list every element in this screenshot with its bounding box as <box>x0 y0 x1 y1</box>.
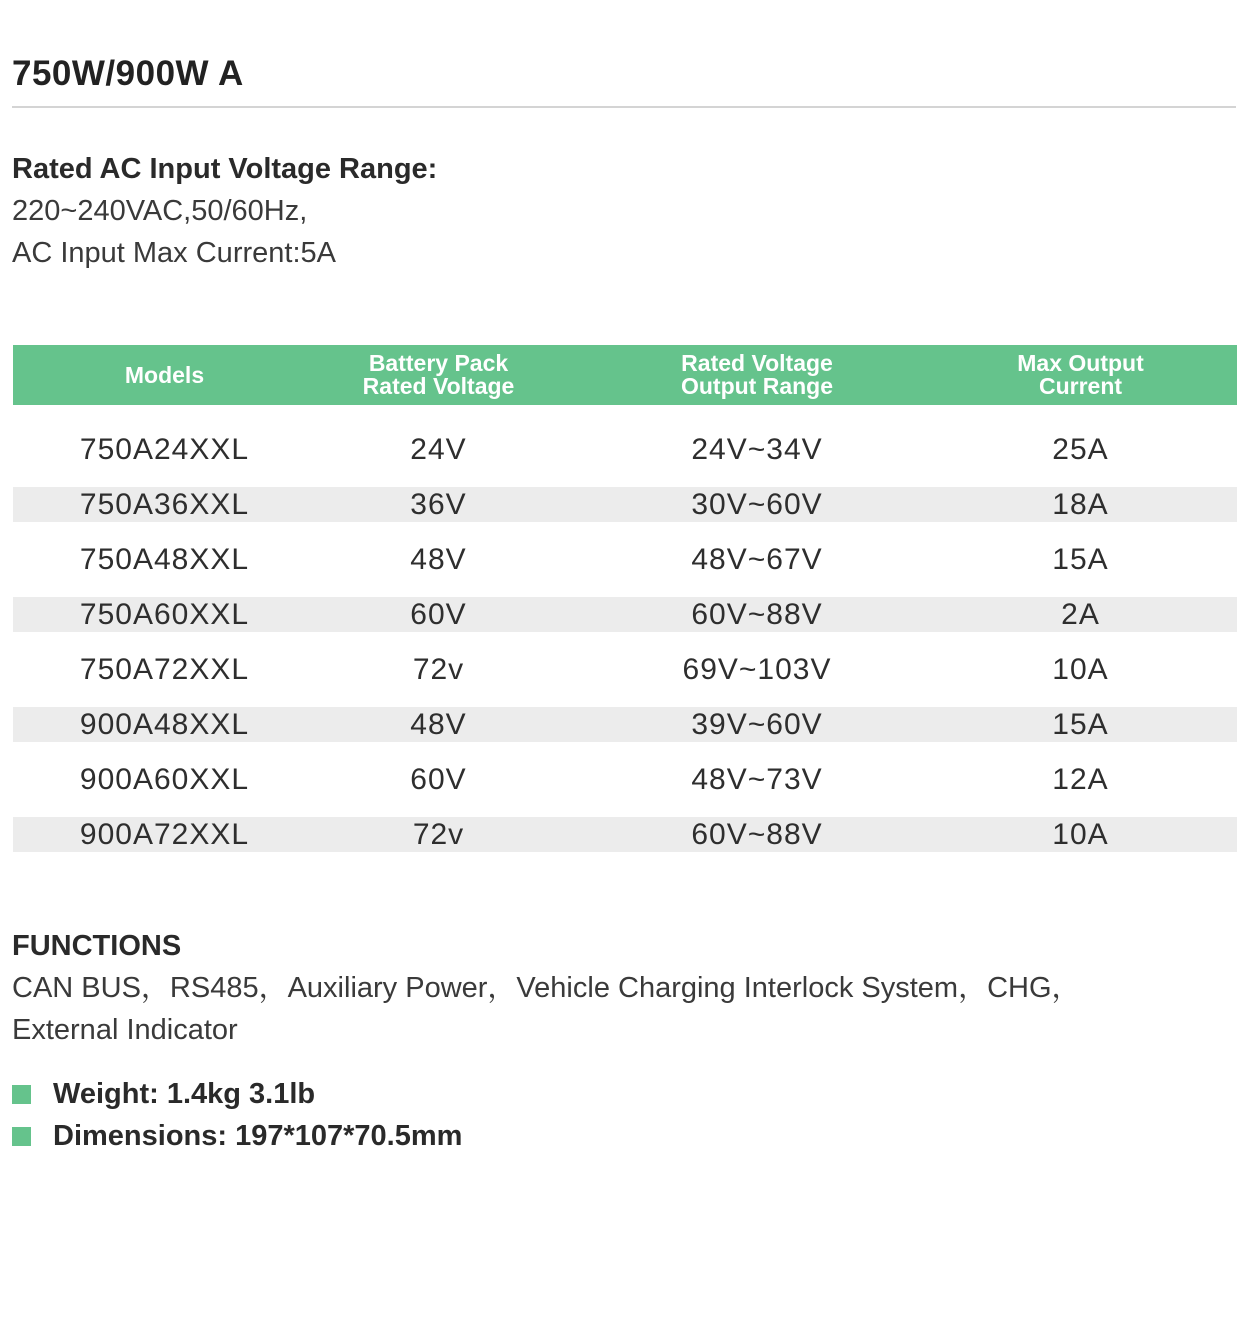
table-row <box>13 707 1237 742</box>
cell-battery-voltage: 60V <box>410 597 467 631</box>
feature-weight <box>12 1073 462 1115</box>
cell-model: 750A36XXL <box>79 487 250 521</box>
cell-model: 900A72XXL <box>79 817 250 851</box>
cell-battery-voltage: 72v <box>412 817 465 851</box>
cell-max-current: 2A <box>1061 597 1100 631</box>
cell-max-current: 15A <box>1052 542 1109 576</box>
cell-output-range: 69V~103V <box>682 652 832 686</box>
cell-output-range: 30V~60V <box>691 487 823 521</box>
table-row <box>13 542 1237 577</box>
header-text: Rated Voltage <box>362 373 515 399</box>
spec-table <box>13 345 1237 872</box>
cell-max-current: 25A <box>1052 432 1109 466</box>
input-spec-line: 220~240VAC,50/60Hz, <box>12 195 308 227</box>
cell-max-current: 18A <box>1052 487 1109 521</box>
cell-output-range: 48V~67V <box>691 542 823 576</box>
table-header <box>13 345 1237 405</box>
page-title: 750W/900W A <box>12 54 244 93</box>
cell-max-current: 15A <box>1052 707 1109 741</box>
input-spec-heading: Rated AC Input Voltage Range: <box>12 153 438 185</box>
table-body <box>13 432 1237 852</box>
square-bullet-icon <box>12 1085 31 1104</box>
table-row <box>13 817 1237 852</box>
header-text: Current <box>1038 373 1123 399</box>
cell-battery-voltage: 36V <box>410 487 467 521</box>
cell-max-current: 12A <box>1052 762 1109 796</box>
header-max-current <box>953 352 1208 398</box>
cell-model: 750A60XXL <box>79 597 250 631</box>
feature-text: Dimensions: 197*107*70.5mm <box>53 1119 463 1152</box>
cell-model: 750A48XXL <box>79 542 250 576</box>
table-row <box>13 762 1237 797</box>
header-text: Output Range <box>680 373 834 399</box>
cell-model: 750A72XXL <box>79 652 250 686</box>
header-text: Battery Pack <box>368 350 509 376</box>
header-text: Rated Voltage <box>681 350 833 376</box>
cell-model: 900A60XXL <box>79 762 250 796</box>
header-models <box>13 361 316 388</box>
cell-model: 900A48XXL <box>79 707 250 741</box>
cell-max-current: 10A <box>1052 817 1109 851</box>
cell-battery-voltage: 48V <box>410 542 467 576</box>
input-spec-section <box>12 148 437 274</box>
table-row <box>13 432 1237 467</box>
feature-text: Weight: 1.4kg 3.1lb <box>53 1077 316 1110</box>
functions-line: External Indicator <box>12 1014 238 1046</box>
header-output-range <box>561 352 953 398</box>
table-row <box>13 597 1237 632</box>
header-text: Max Output <box>1017 350 1144 376</box>
feature-list <box>12 1073 462 1157</box>
cell-battery-voltage: 72v <box>412 652 465 686</box>
feature-dimensions <box>12 1115 462 1157</box>
functions-section <box>12 925 1132 1051</box>
input-spec-line: AC Input Max Current:5A <box>12 237 336 269</box>
header-battery-voltage <box>316 352 561 398</box>
table-row <box>13 487 1237 522</box>
cell-output-range: 60V~88V <box>691 817 823 851</box>
cell-output-range: 60V~88V <box>691 597 823 631</box>
cell-output-range: 48V~73V <box>691 762 823 796</box>
title-divider <box>12 106 1236 108</box>
cell-battery-voltage: 24V <box>410 432 467 466</box>
table-row <box>13 652 1237 687</box>
header-text: Models <box>124 361 205 388</box>
functions-heading: FUNCTIONS <box>12 930 182 962</box>
functions-line: CAN BUS，RS485，Auxiliary Power，Vehicle Charging Interlock System，CHG， <box>12 972 1081 1004</box>
cell-battery-voltage: 60V <box>410 762 467 796</box>
cell-model: 750A24XXL <box>79 432 250 466</box>
square-bullet-icon <box>12 1127 31 1146</box>
cell-output-range: 39V~60V <box>691 707 823 741</box>
cell-output-range: 24V~34V <box>691 432 823 466</box>
cell-max-current: 10A <box>1052 652 1109 686</box>
cell-battery-voltage: 48V <box>410 707 467 741</box>
